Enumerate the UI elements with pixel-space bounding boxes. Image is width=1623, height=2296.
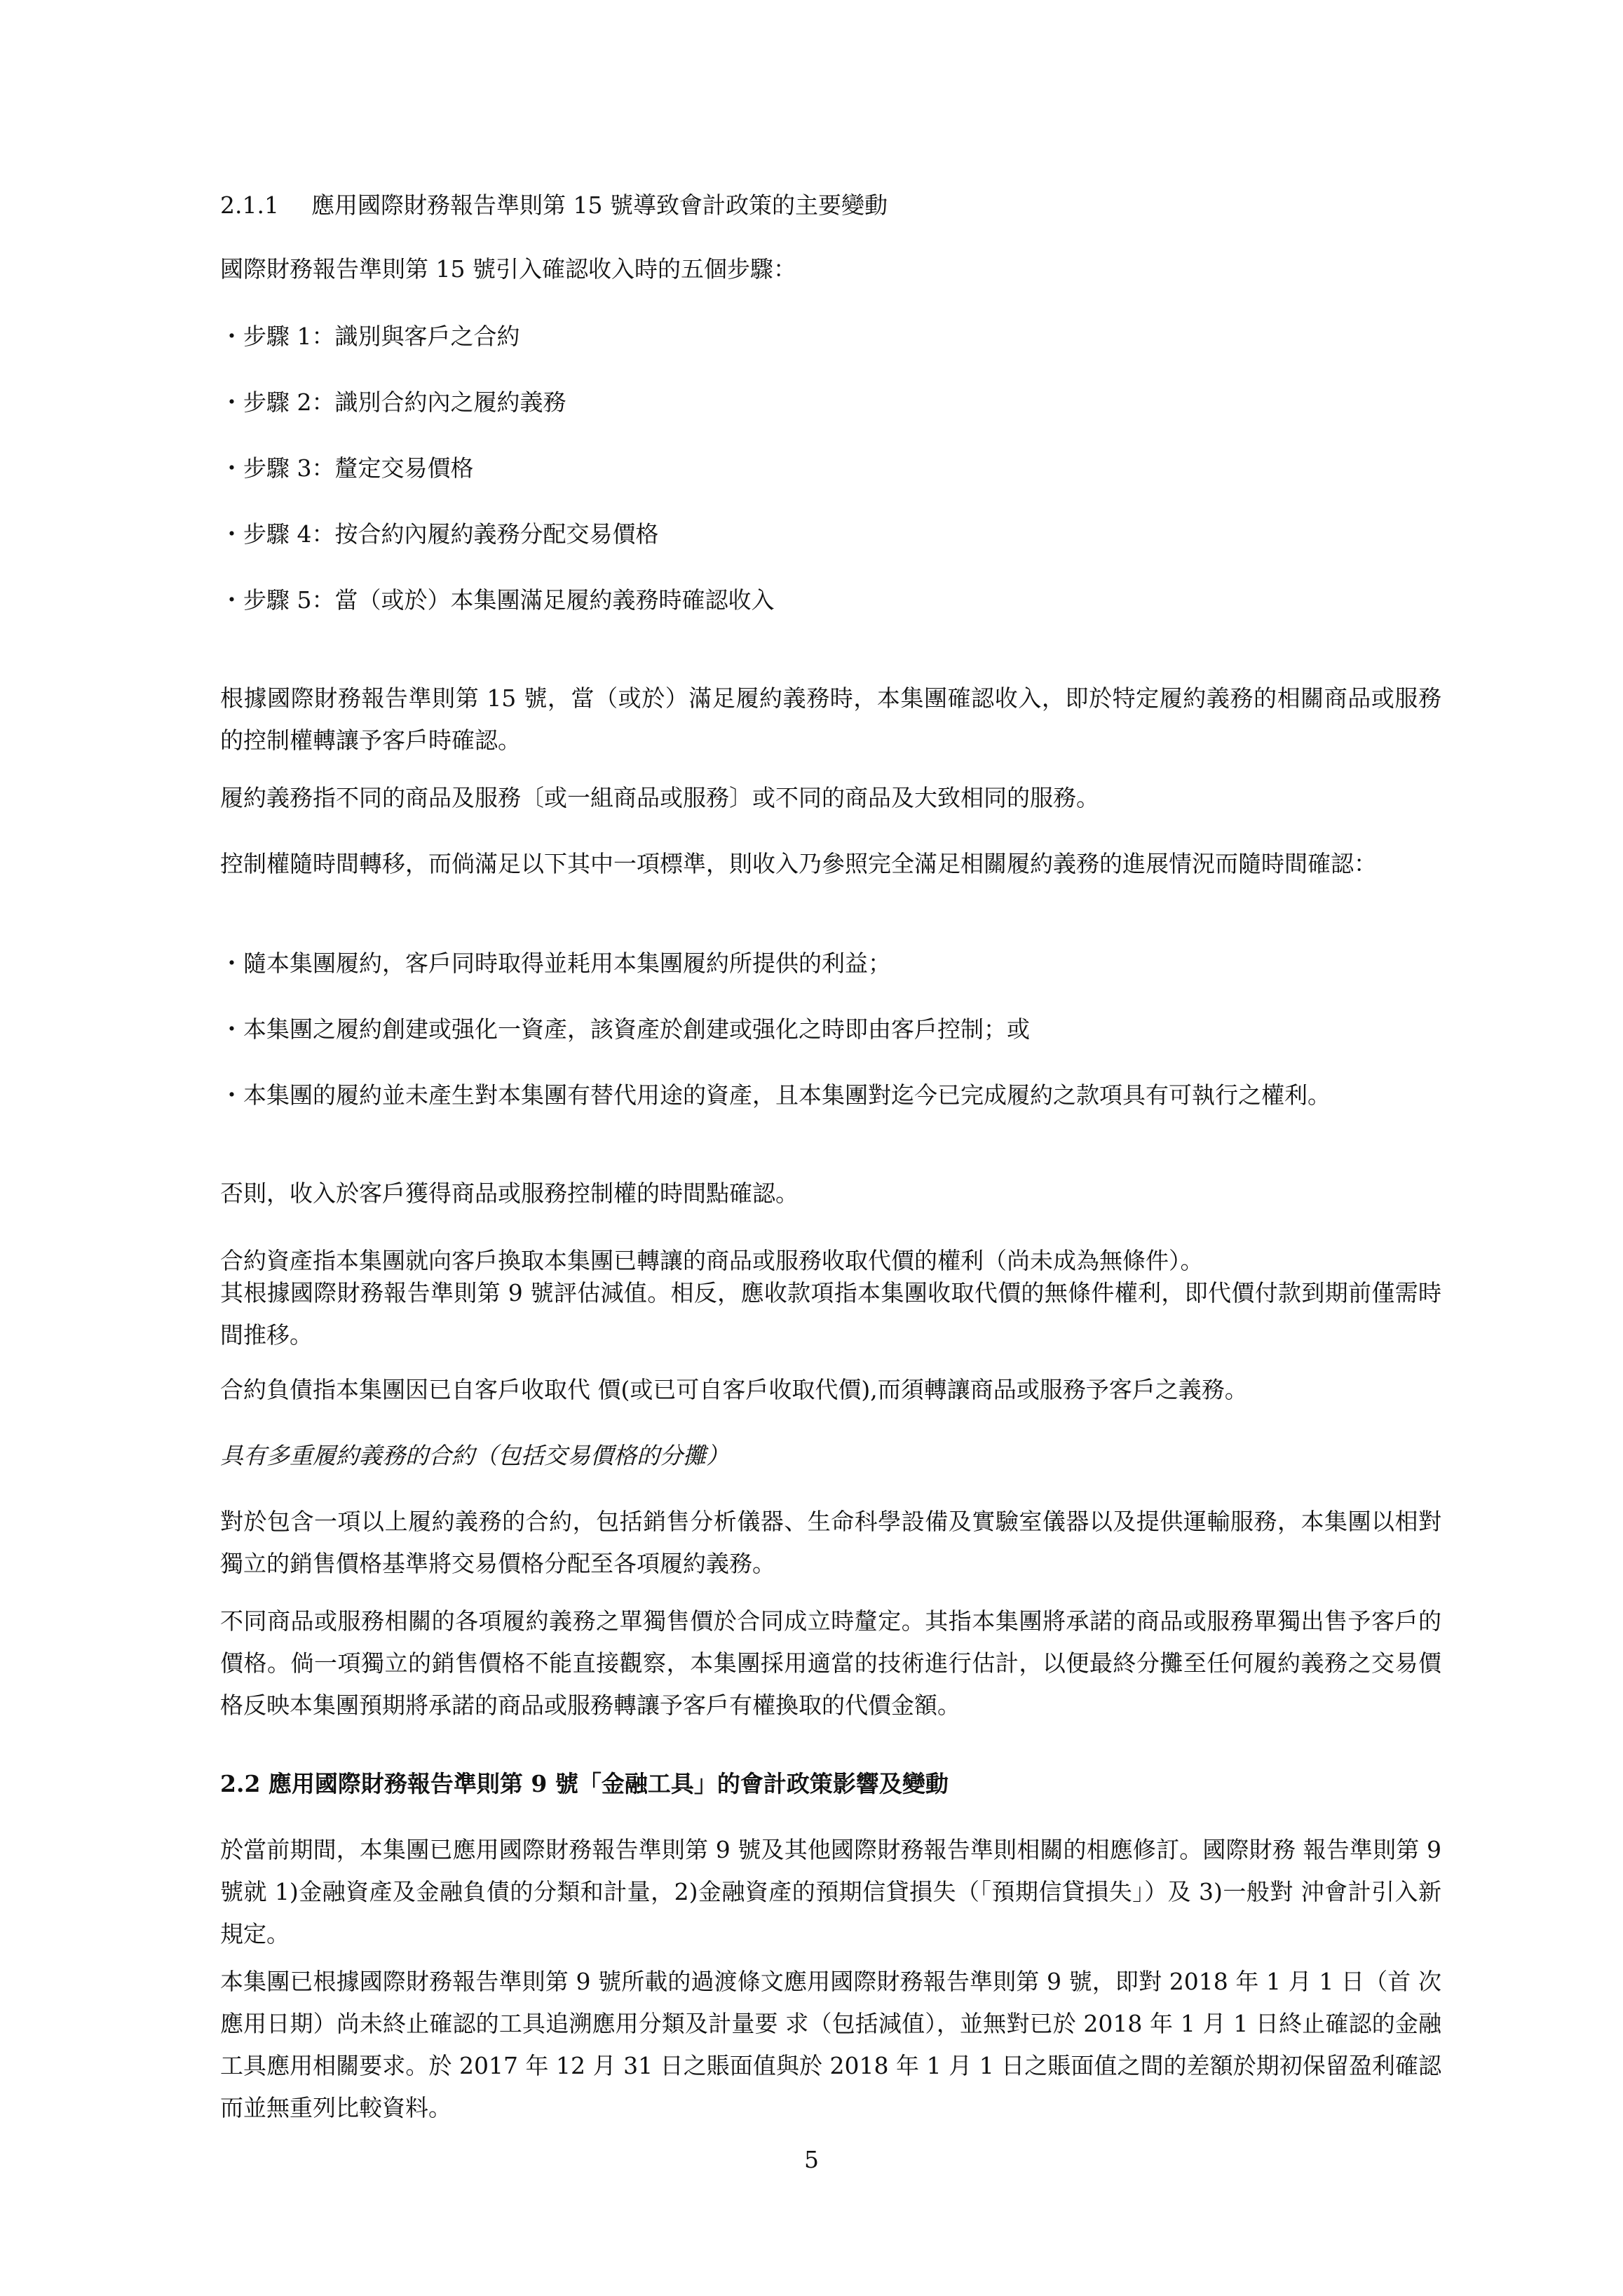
ifrs9-adoption-paragraph: 於當前期間，本集團已應用國際財務報告準則第 9 號及其他國際財務報告準則相關的相應修訂。國際財務 報告準則第 9 號就 1)金融資產及金融負債的分類和計量，2)金融資產的預期信貸損失（「預期信貸損失」）及 3)一般對 沖會計引入新規定。 xyxy=(220,1836,1441,1947)
multiple-obligations-paragraph: 對於包含一項以上履約義務的合約，包括銷售分析儀器、生命科學設備及實驗室儀器以及提供運輸服務，本集團以相對獨立的銷售價格基準將交易價格分配至各項履約義務。 xyxy=(220,1508,1441,1577)
contract-asset-paragraph: 其根據國際財務報告準則第 9 號評估減值。相反，應收款項指本集團收取代價的無條件權利，即代價付款到期前僅需時間推移。 xyxy=(220,1279,1441,1349)
step-item-3: ・步驟 3：釐定交易價格 xyxy=(220,454,474,482)
page-number: 5 xyxy=(804,2146,819,2173)
control-over-time-paragraph: 控制權隨時間轉移，而倘滿足以下其中一項標準，則收入乃參照完全滿足相關履約義務的進展情況而隨時間確認： xyxy=(220,850,1377,877)
recognition-paragraph: 根據國際財務報告準則第 15 號，當（或於）滿足履約義務時，本集團確認收入，即於特定履約義務的相關商品或服務的控制權轉讓予客戶時確認。 xyxy=(220,684,1441,754)
section-number: 2.1.1 xyxy=(220,191,279,219)
step-item-4: ・步驟 4：按合約內履約義務分配交易價格 xyxy=(220,520,659,548)
contract-asset-line: 合約資產指本集團就向客戶換取本集團已轉讓的商品或服務收取代價的權利（尚未成為無條件）。 xyxy=(220,1247,1204,1274)
section-heading-2-2: 2.2 應用國際財務報告準則第 9 號「金融工具」的會計政策影響及變動 xyxy=(220,1770,949,1797)
criteria-item-3: ・本集團的履約並未產生對本集團有替代用途的資產，且本集團對迄今已完成履約之款項具有可執行之權利。 xyxy=(220,1081,1331,1109)
step-item-1: ・步驟 1：識別與客戶之合約 xyxy=(220,323,520,350)
section-heading-2-1-1 xyxy=(220,184,1441,227)
performance-obligation-paragraph: 履約義務指不同的商品及服務〔或一組商品或服務〕或不同的商品及大致相同的服務。 xyxy=(220,784,1099,811)
criteria-item-2: ・本集團之履約創建或强化一資產，該資產於創建或强化之時即由客戶控制；或 xyxy=(220,1015,1030,1043)
multiple-obligations-subheading: 具有多重履約義務的合約（包括交易價格的分攤） xyxy=(220,1442,729,1469)
intro-paragraph: 國際財務報告準則第 15 號引入確認收入時的五個步驟： xyxy=(220,255,796,283)
step-item-5: ・步驟 5：當（或於）本集團滿足履約義務時確認收入 xyxy=(220,586,775,614)
otherwise-paragraph: 否則，收入於客戶獲得商品或服務控制權的時間點確認。 xyxy=(220,1180,799,1207)
criteria-item-1: ・隨本集團履約，客戶同時取得並耗用本集團履約所提供的利益； xyxy=(220,950,891,977)
contract-liability-paragraph: 合約負債指本集團因已自客戶收取代 價(或已可自客戶收取代價),而須轉讓商品或服務予客戶之義務。 xyxy=(220,1376,1248,1403)
ifrs9-transition-paragraph: 本集團已根據國際財務報告準則第 9 號所載的過渡條文應用國際財務報告準則第 9 號，即對 2018 年 1 月 1 日（首 次應用日期）尚未終止確認的工具追溯應用分類及計量要 求（包括減值），並無對已於 2018 年 1 月 1 日終止確認的金融工具應用相關要求。於 2017 年 12 月 31 日之賬面值與於 2018 年 1 月 1 日之賬面值之間的差額於期初保留盈利確認而並無重列比較資料。 xyxy=(220,1968,1441,2121)
step-item-2: ・步驟 2：識別合約內之履約義務 xyxy=(220,389,566,416)
section-title: 應用國際財務報告準則第 15 號導致會計政策的主要變動 xyxy=(311,191,888,219)
standalone-price-paragraph: 不同商品或服務相關的各項履約義務之單獨售價於合同成立時釐定。其指本集團將承諾的商品或服務單獨出售予客戶的價格。倘一項獨立的銷售價格不能直接觀察，本集團採用適當的技術進行估計，以便最終分攤至任何履約義務之交易價格反映本集團預期將承諾的商品或服務轉讓予客戶有權換取的代價金額。 xyxy=(220,1607,1441,1719)
